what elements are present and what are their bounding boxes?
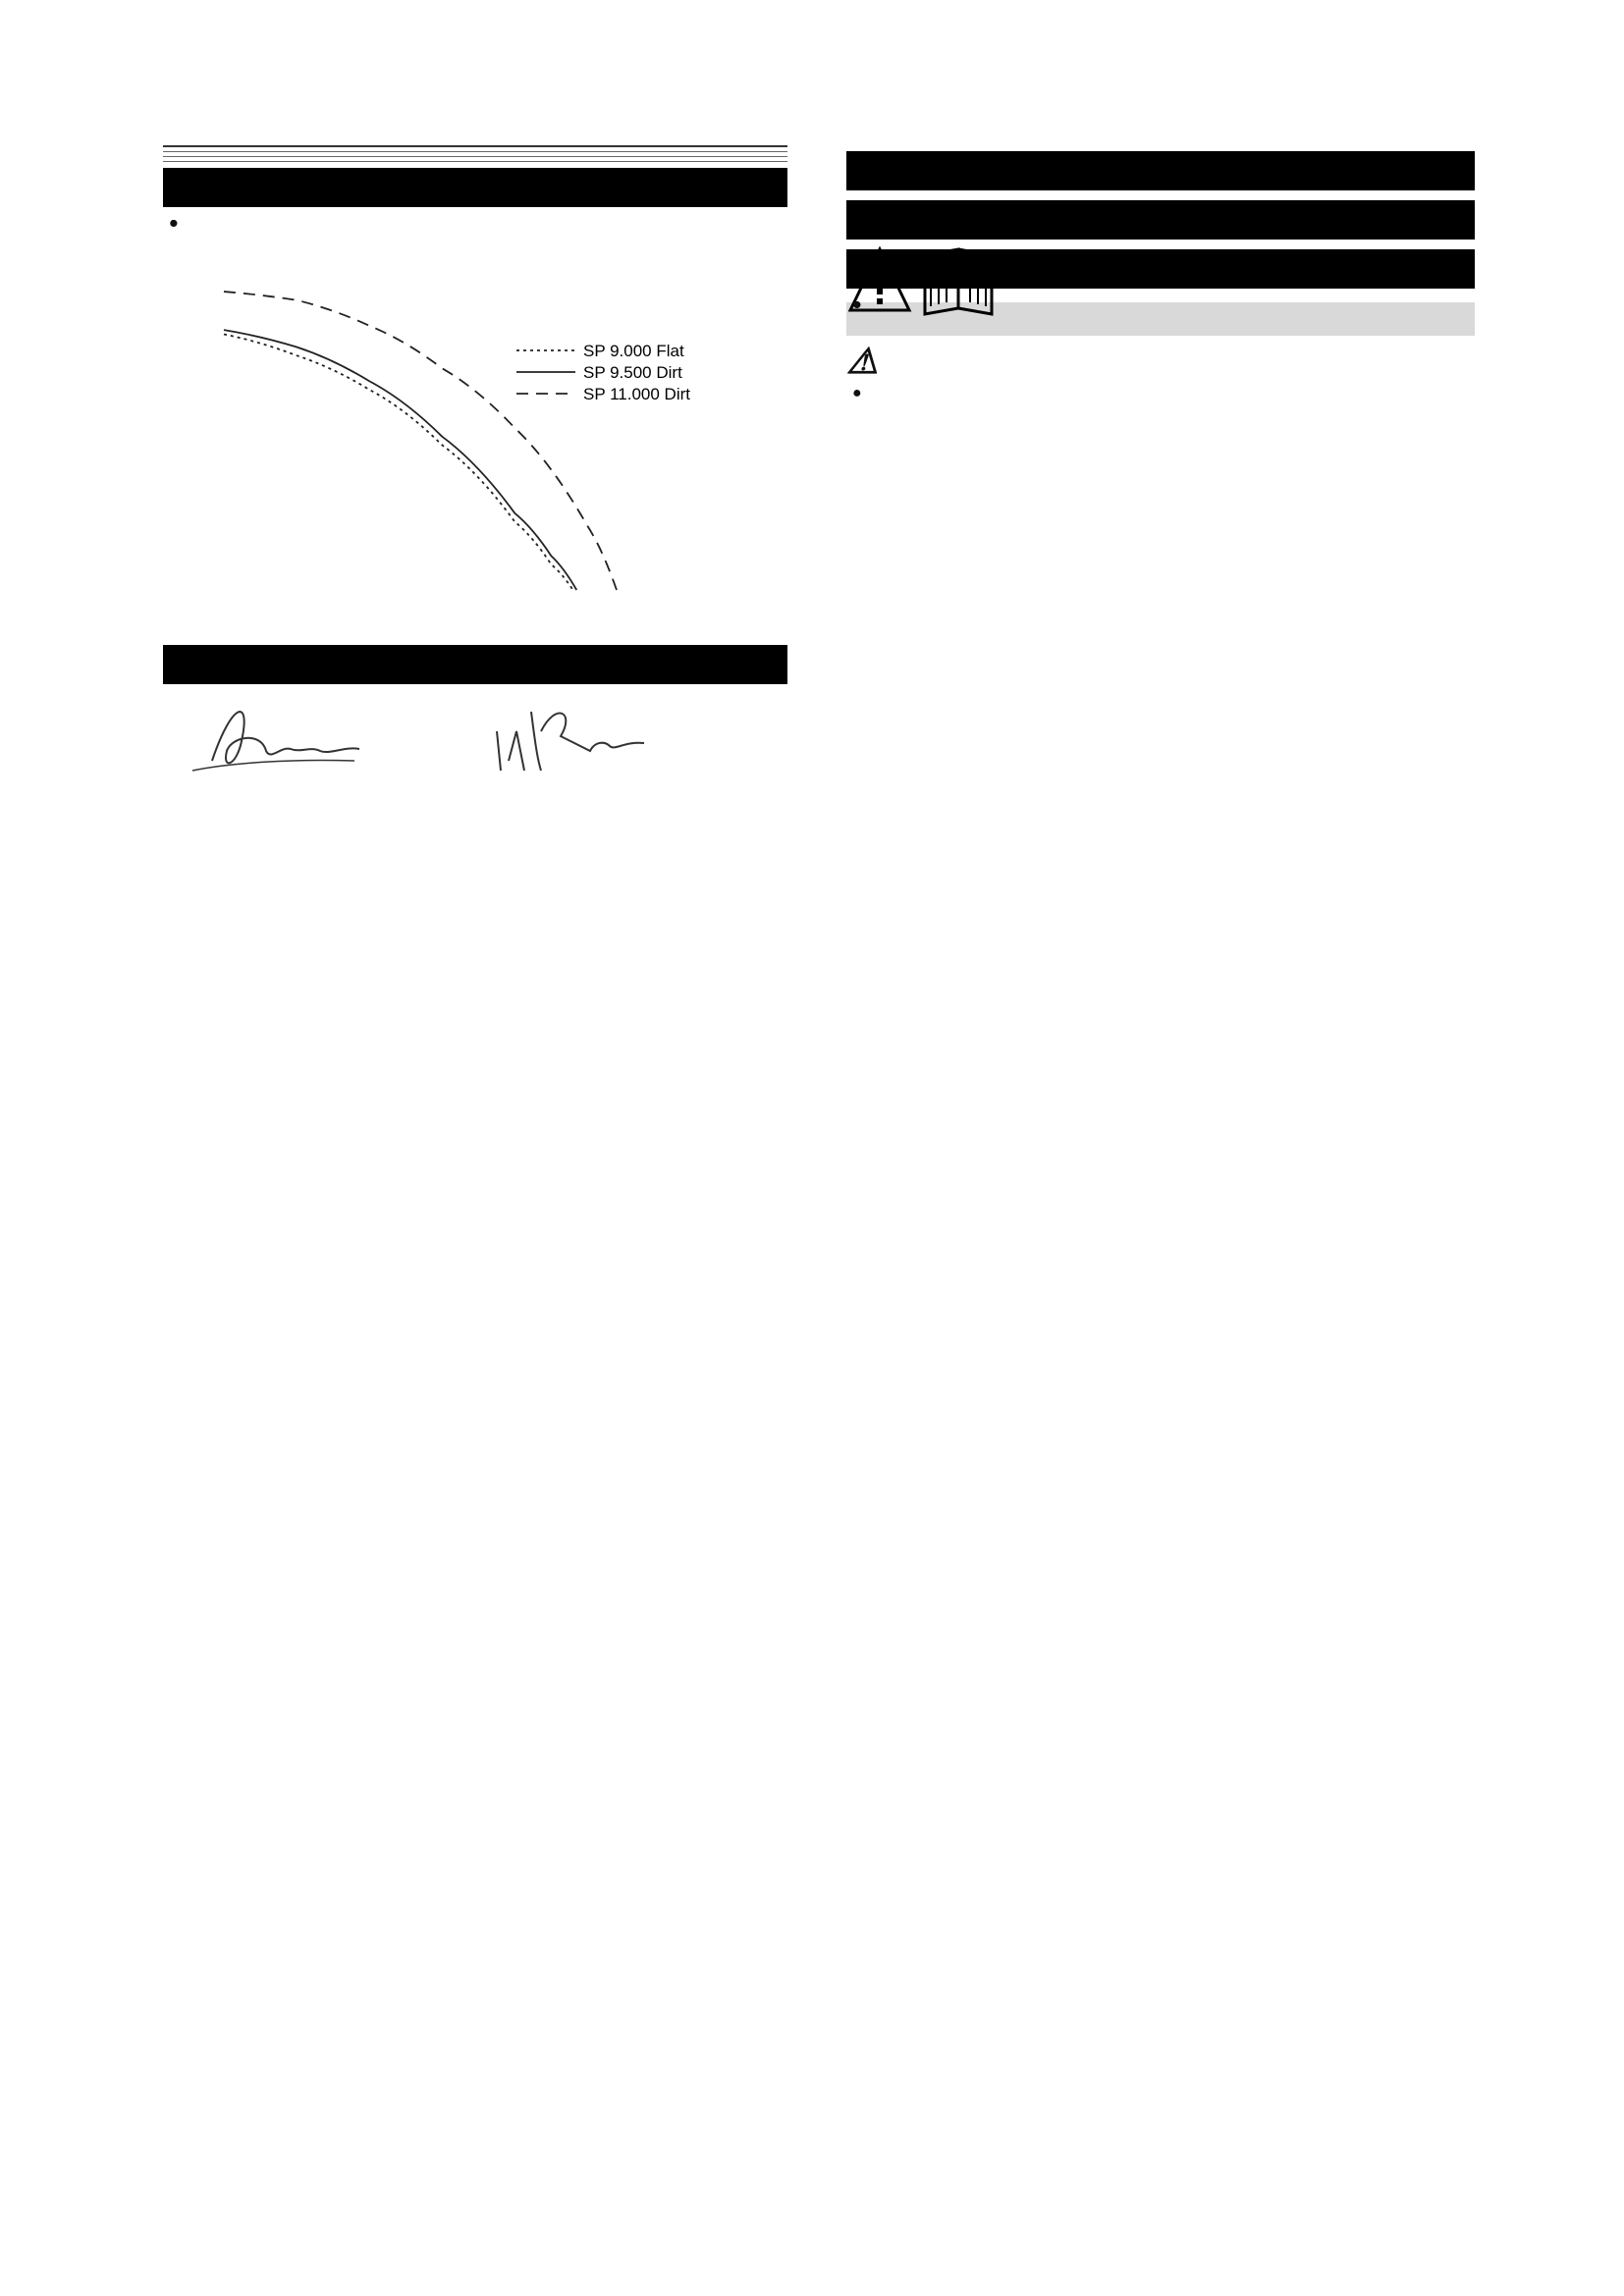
pump-chart [163, 225, 787, 637]
spec-table [163, 145, 787, 162]
signature-jenner-icon [173, 692, 369, 780]
general-heading [846, 200, 1475, 240]
series-line-sp-11-000-dirt [224, 292, 617, 590]
right-column [846, 145, 1475, 381]
es-heading [163, 645, 787, 684]
signatures [163, 692, 787, 839]
legend-label: SP 9.500 Dirt [583, 363, 682, 382]
warning-triangle-icon: ⚠ [846, 341, 879, 381]
signature-reiser-icon [487, 692, 654, 780]
manual-book-icon [925, 249, 992, 314]
left-column [163, 145, 787, 839]
toc-heading [846, 151, 1475, 190]
spec-row [163, 157, 787, 162]
series-line-sp-9-500-dirt [224, 330, 576, 590]
pump-chart-svg [163, 225, 787, 629]
page-footer [0, 2118, 1624, 2162]
legend-label: SP 9.000 Flat [583, 342, 684, 360]
optim-heading [163, 168, 787, 207]
legend-label: SP 11.000 Dirt [583, 385, 690, 403]
danger-title [846, 342, 1475, 381]
